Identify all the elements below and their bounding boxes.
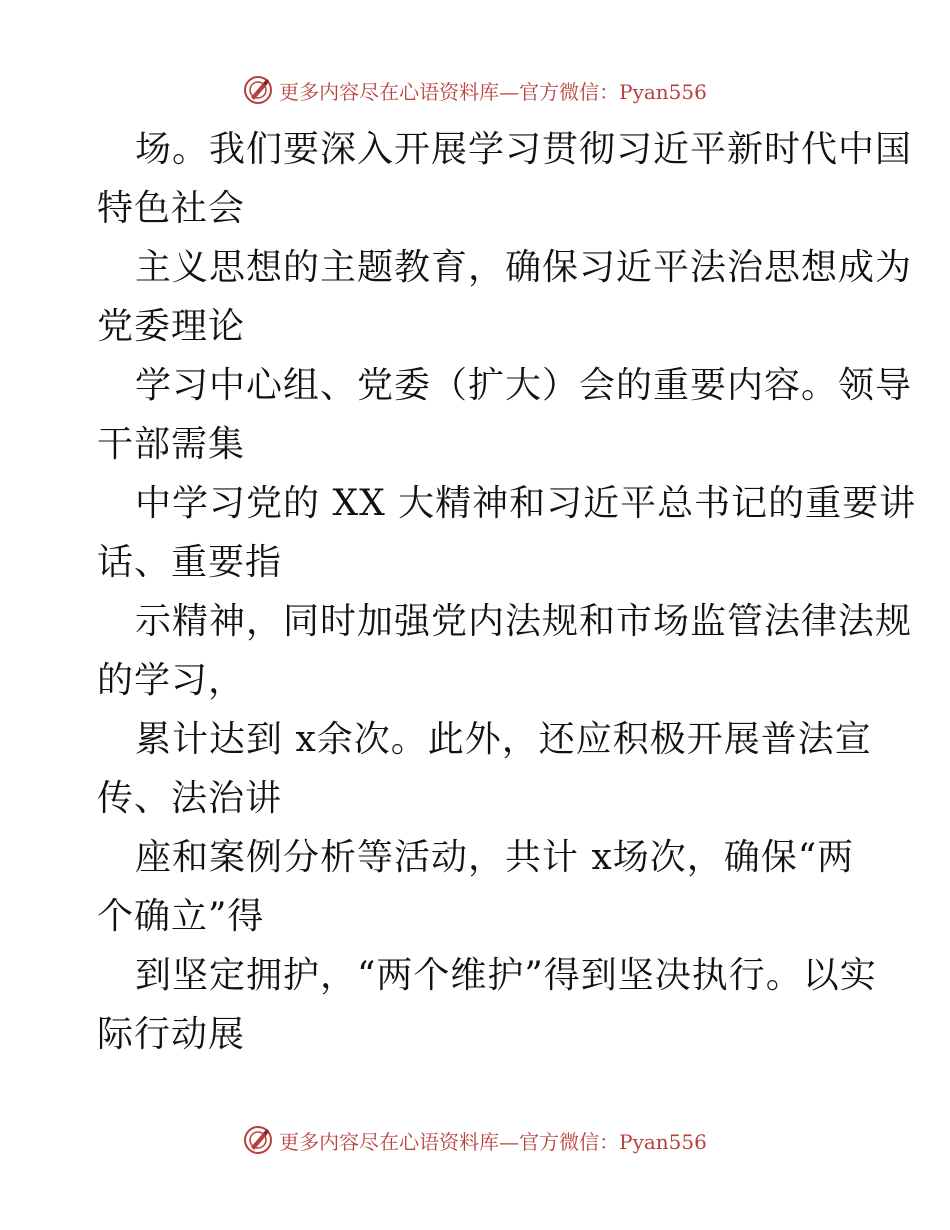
text-line: 特色社会 [97,188,246,229]
text-line: 党委理论 [97,306,246,347]
document-body [97,120,917,1064]
text-line: 中学习党的 XX 大精神和习近平总书记的重要讲 [135,483,917,524]
text-line: 个确立”得 [97,896,265,937]
footer-watermark [0,1120,950,1160]
text-line: 到坚定拥护，“两个维护”得到坚决执行。以实 [135,955,877,996]
text-line: 累计达到 x余次。此外，还应积极开展普法宣 [135,719,872,760]
text-line: 际行动展 [97,1014,246,1055]
header-watermark [0,70,950,110]
text-line: 传、法治讲 [97,778,283,819]
text-line: 主义思想的主题教育，确保习近平法治思想成为 [135,247,913,288]
text-line: 示精神，同时加强党内法规和市场监管法律法规 [135,601,913,642]
text-line: 场。我们要深入开展学习贯彻习近平新时代中国 [135,129,913,170]
text-line: 学习中心组、党委（扩大）会的重要内容。领导 [135,365,913,406]
text-line: 话、重要指 [97,542,283,583]
text-line: 的学习， [97,660,246,701]
pen-logo-icon [243,75,273,105]
text-line: 座和案例分析等活动，共计 x场次，确保“两 [135,837,855,878]
text-line: 干部需集 [97,424,246,465]
watermark-text: 更多内容尽在心语资料库—官方微信：Pyan556 [279,79,707,104]
pen-logo-icon [243,1125,273,1155]
watermark-text: 更多内容尽在心语资料库—官方微信：Pyan556 [279,1129,707,1154]
